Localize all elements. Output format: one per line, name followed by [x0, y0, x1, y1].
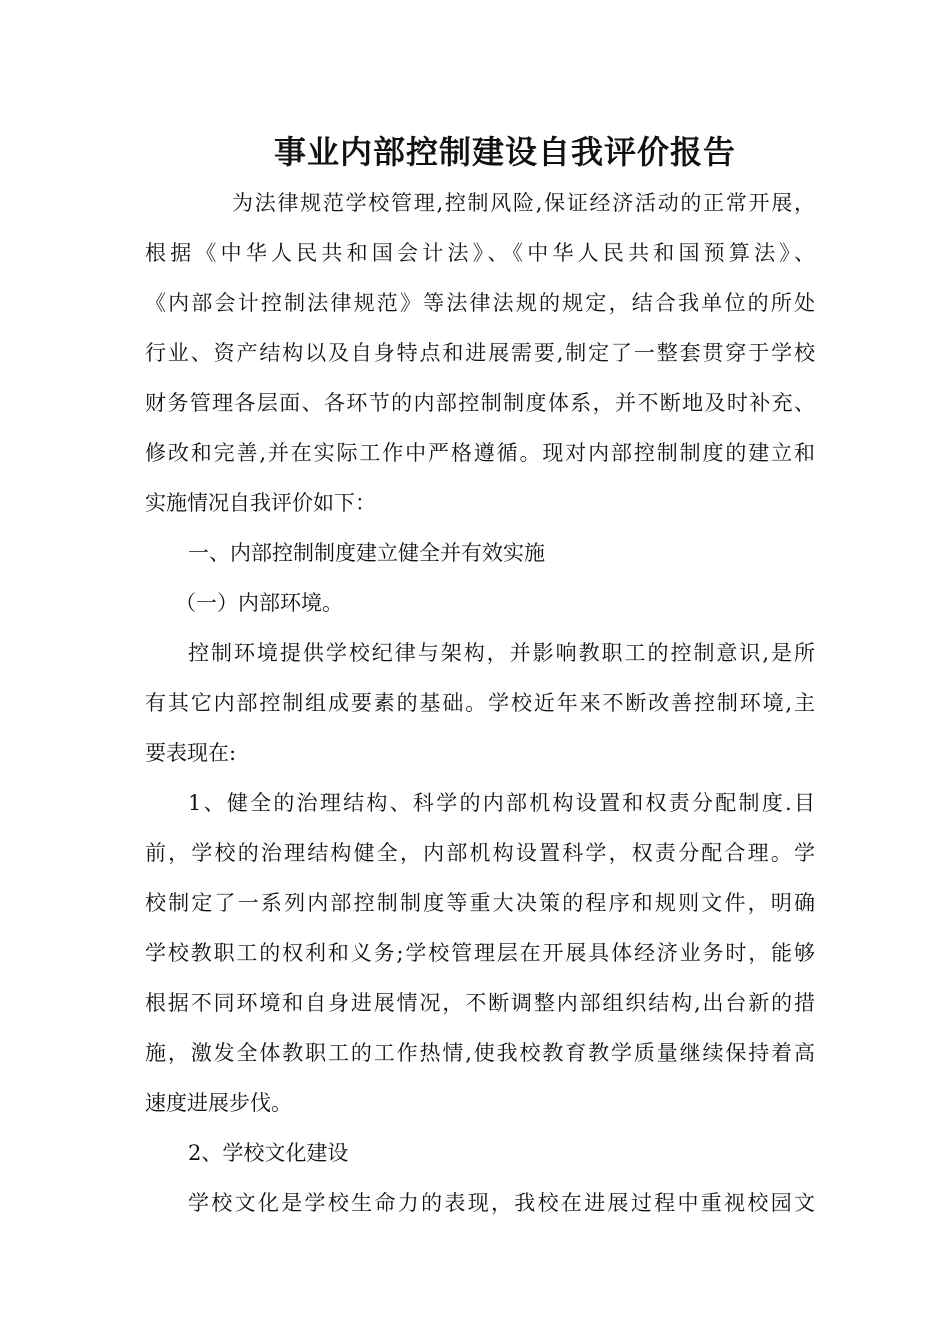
paragraph-line: 校制定了一系列内部控制制度等重大决策的程序和规则文件，明确	[145, 891, 815, 915]
paragraph-line: 要表现在:	[145, 741, 237, 765]
paragraph-line: 财务管理各层面、各环节的内部控制制度体系，并不断地及时补充、	[145, 391, 815, 415]
subsection-heading: （一）内部环境。	[175, 591, 343, 615]
paragraph-line: 速度进展步伐。	[145, 1091, 292, 1115]
paragraph-line: 行业、资产结构以及自身特点和进展需要,制定了一整套贯穿于学校	[145, 341, 815, 365]
section-heading: 一、内部控制制度建立健全并有效实施	[188, 541, 545, 565]
paragraph-line: 根据《中华人民共和国会计法》、《中华人民共和国预算法》、	[145, 241, 815, 265]
paragraph-line: 修改和完善,并在实际工作中严格遵循。现对内部控制制度的建立和	[145, 441, 815, 465]
paragraph-line: 施，激发全体教职工的工作热情,使我校教育教学质量继续保持着高	[145, 1041, 815, 1065]
item-heading: 2、学校文化建设	[188, 1141, 349, 1165]
paragraph-line: 根据不同环境和自身进展情况，不断调整内部组织结构,出台新的措	[145, 991, 815, 1015]
paragraph-line: 1、健全的治理结构、科学的内部机构设置和权责分配制度.目	[188, 791, 815, 815]
paragraph-line: 有其它内部控制组成要素的基础。学校近年来不断改善控制环境,主	[145, 691, 815, 715]
paragraph-line: 为法律规范学校管理,控制风险,保证经济活动的正常开展，	[232, 191, 815, 215]
paragraph-line: 学校教职工的权利和义务;学校管理层在开展具体经济业务时，能够	[145, 941, 815, 965]
paragraph-line: 学校文化是学校生命力的表现，我校在进展过程中重视校园文	[188, 1191, 815, 1215]
paragraph-line: 实施情况自我评价如下：	[145, 491, 376, 515]
paragraph-line: 控制环境提供学校纪律与架构，并影响教职工的控制意识,是所	[188, 641, 815, 665]
paragraph-line: 《内部会计控制法律规范》等法律法规的规定，结合我单位的所处	[145, 291, 815, 315]
paragraph-line: 前，学校的治理结构健全，内部机构设置科学，权责分配合理。学	[145, 841, 815, 865]
document-title: 事业内部控制建设自我评价报告	[273, 133, 736, 171]
